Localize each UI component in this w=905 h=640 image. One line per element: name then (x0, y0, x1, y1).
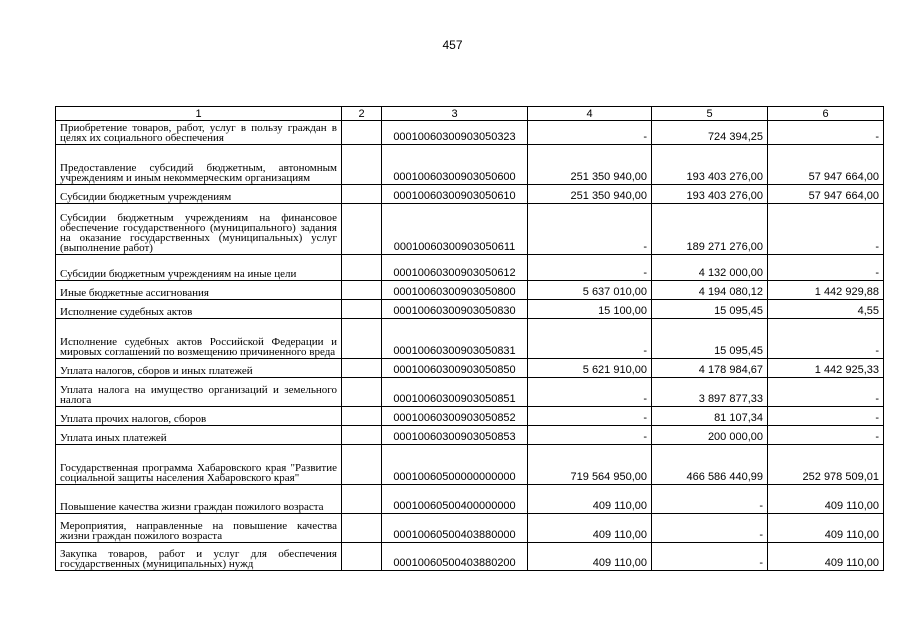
row-code-cell: 00010060500403880000 (382, 514, 528, 543)
row-code-cell: 00010060300903050600 (382, 145, 528, 185)
row-value-4-cell: 251 350 940,00 (528, 145, 652, 185)
row-value-4-cell: - (528, 378, 652, 407)
row-code-cell: 00010060300903050850 (382, 359, 528, 378)
row-value-4-cell: - (528, 426, 652, 445)
row-col2-cell (342, 145, 382, 185)
row-value-5-cell: 4 194 080,12 (652, 281, 768, 300)
row-code-cell: 00010060300903050852 (382, 407, 528, 426)
row-code-cell: 00010060300903050851 (382, 378, 528, 407)
row-col2-cell (342, 485, 382, 514)
row-code-cell: 00010060300903050610 (382, 185, 528, 204)
row-name-cell: Повышение качества жизни граждан пожилого возраста (56, 485, 342, 514)
row-value-6-cell: - (768, 407, 884, 426)
row-name-cell: Государственная программа Хабаровского края "Развитие социальной защиты населения Хабаровского края" (56, 445, 342, 485)
table-row (56, 185, 884, 204)
row-value-5-cell: - (652, 485, 768, 514)
table-row (56, 300, 884, 319)
table-row (56, 145, 884, 185)
row-code-cell: 00010060500400000000 (382, 485, 528, 514)
row-value-5-cell: 200 000,00 (652, 426, 768, 445)
row-code-cell: 00010060300903050612 (382, 255, 528, 281)
row-col2-cell (342, 185, 382, 204)
table-row (56, 281, 884, 300)
row-code-cell: 00010060300903050830 (382, 300, 528, 319)
row-value-6-cell: - (768, 121, 884, 145)
row-col2-cell (342, 445, 382, 485)
row-value-6-cell: - (768, 319, 884, 359)
row-value-5-cell: 466 586 440,99 (652, 445, 768, 485)
column-header: 1 (56, 107, 342, 121)
row-value-6-cell: - (768, 204, 884, 255)
row-col2-cell (342, 359, 382, 378)
row-value-4-cell: - (528, 319, 652, 359)
table-row (56, 445, 884, 485)
table-row (56, 359, 884, 378)
table-row (56, 204, 884, 255)
row-name-cell: Субсидии бюджетным учреждениям (56, 185, 342, 204)
row-value-4-cell: 5 637 010,00 (528, 281, 652, 300)
row-name-cell: Иные бюджетные ассигнования (56, 281, 342, 300)
row-value-4-cell: 719 564 950,00 (528, 445, 652, 485)
row-value-4-cell: - (528, 255, 652, 281)
row-value-6-cell: 409 110,00 (768, 543, 884, 571)
row-value-6-cell: 57 947 664,00 (768, 145, 884, 185)
row-value-4-cell: - (528, 121, 652, 145)
column-header: 3 (382, 107, 528, 121)
row-name-cell: Субсидии бюджетным учреждениям на финансовое обеспечение государственного (муниципального) задания на оказание государственных (муниципальных) услуг (выполнение работ) (56, 204, 342, 255)
row-value-5-cell: 189 271 276,00 (652, 204, 768, 255)
row-code-cell: 00010060500403880200 (382, 543, 528, 571)
table-row (56, 378, 884, 407)
row-col2-cell (342, 426, 382, 445)
row-name-cell: Исполнение судебных актов (56, 300, 342, 319)
row-col2-cell (342, 378, 382, 407)
row-value-6-cell: 409 110,00 (768, 514, 884, 543)
row-col2-cell (342, 255, 382, 281)
row-value-6-cell: 1 442 925,33 (768, 359, 884, 378)
row-value-4-cell: 409 110,00 (528, 514, 652, 543)
row-value-4-cell: 409 110,00 (528, 485, 652, 514)
row-name-cell: Субсидии бюджетным учреждениям на иные цели (56, 255, 342, 281)
column-header: 6 (768, 107, 884, 121)
budget-table (55, 106, 884, 571)
row-value-4-cell: 409 110,00 (528, 543, 652, 571)
row-name-cell: Исполнение судебных актов Российской Федерации и мировых соглашений по возмещению причиненного вреда (56, 319, 342, 359)
row-code-cell: 00010060300903050853 (382, 426, 528, 445)
row-name-cell: Уплата прочих налогов, сборов (56, 407, 342, 426)
row-col2-cell (342, 543, 382, 571)
row-value-5-cell: 724 394,25 (652, 121, 768, 145)
row-col2-cell (342, 319, 382, 359)
row-col2-cell (342, 204, 382, 255)
row-value-5-cell: 4 132 000,00 (652, 255, 768, 281)
row-value-4-cell: 15 100,00 (528, 300, 652, 319)
row-value-4-cell: 5 621 910,00 (528, 359, 652, 378)
row-value-5-cell: 193 403 276,00 (652, 185, 768, 204)
row-name-cell: Приобретение товаров, работ, услуг в пользу граждан в целях их социального обеспечения (56, 121, 342, 145)
row-value-4-cell: 251 350 940,00 (528, 185, 652, 204)
row-col2-cell (342, 514, 382, 543)
row-name-cell: Предоставление субсидий бюджетным, автономным учреждениям и иным некоммерческим организациям (56, 145, 342, 185)
row-code-cell: 00010060300903050800 (382, 281, 528, 300)
column-header: 4 (528, 107, 652, 121)
row-code-cell: 00010060300903050323 (382, 121, 528, 145)
row-value-6-cell: 409 110,00 (768, 485, 884, 514)
row-code-cell: 00010060300903050831 (382, 319, 528, 359)
row-value-5-cell: 4 178 984,67 (652, 359, 768, 378)
row-value-5-cell: - (652, 543, 768, 571)
row-name-cell: Уплата иных платежей (56, 426, 342, 445)
row-col2-cell (342, 121, 382, 145)
row-value-5-cell: 3 897 877,33 (652, 378, 768, 407)
row-value-4-cell: - (528, 204, 652, 255)
table-header-row (56, 107, 884, 121)
row-col2-cell (342, 281, 382, 300)
table-row (56, 485, 884, 514)
row-value-4-cell: - (528, 407, 652, 426)
row-code-cell: 00010060500000000000 (382, 445, 528, 485)
table-row (56, 319, 884, 359)
row-value-6-cell: 252 978 509,01 (768, 445, 884, 485)
row-value-5-cell: 81 107,34 (652, 407, 768, 426)
row-value-5-cell: 15 095,45 (652, 300, 768, 319)
column-header: 2 (342, 107, 382, 121)
row-value-6-cell: 1 442 929,88 (768, 281, 884, 300)
row-col2-cell (342, 407, 382, 426)
table-row (56, 426, 884, 445)
table-row (56, 407, 884, 426)
row-value-5-cell: - (652, 514, 768, 543)
row-name-cell: Уплата налога на имущество организаций и земельного налога (56, 378, 342, 407)
table-row (56, 543, 884, 571)
table-row (56, 121, 884, 145)
row-value-6-cell: - (768, 255, 884, 281)
row-value-5-cell: 15 095,45 (652, 319, 768, 359)
table-row (56, 255, 884, 281)
row-name-cell: Уплата налогов, сборов и иных платежей (56, 359, 342, 378)
row-col2-cell (342, 300, 382, 319)
row-value-6-cell: - (768, 426, 884, 445)
row-value-6-cell: 57 947 664,00 (768, 185, 884, 204)
page-number: 457 (442, 38, 463, 52)
row-value-5-cell: 193 403 276,00 (652, 145, 768, 185)
table-row (56, 514, 884, 543)
row-value-6-cell: - (768, 378, 884, 407)
row-code-cell: 00010060300903050611 (382, 204, 528, 255)
row-name-cell: Мероприятия, направленные на повышение качества жизни граждан пожилого возраста (56, 514, 342, 543)
row-name-cell: Закупка товаров, работ и услуг для обеспечения государственных (муниципальных) нужд (56, 543, 342, 571)
row-value-6-cell: 4,55 (768, 300, 884, 319)
column-header: 5 (652, 107, 768, 121)
